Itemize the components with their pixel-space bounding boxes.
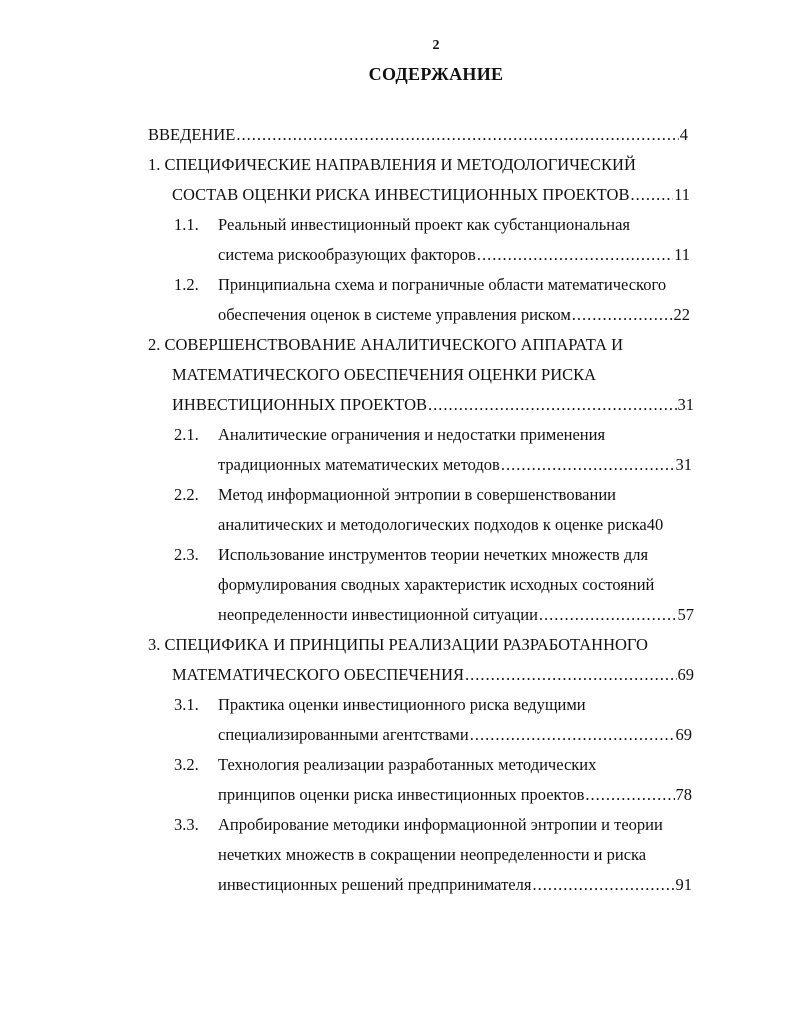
toc-section-title: аналитических и методологических подходов к оценке риска (218, 515, 647, 534)
toc-page-number: 11 (674, 185, 690, 204)
toc-section-title: Практика оценки инвестиционного риска ведущими (218, 695, 586, 714)
toc-chapter-2-line-1 (148, 334, 623, 356)
toc-section-title: Апробирование методики информационной энтропии и теории (218, 815, 663, 834)
leader-dots (428, 394, 676, 416)
toc-page-number: 22 (673, 305, 690, 324)
toc-section-2-2-line-1 (218, 484, 616, 506)
toc-section-number: 1.2. (174, 275, 199, 294)
toc-section-title: Использование инструментов теории нечетких множеств для (218, 545, 649, 564)
toc-section-3-2-line-2 (218, 784, 692, 806)
leader-dots (465, 664, 676, 686)
toc-section-3-3-line-1 (218, 814, 663, 836)
leader-dots (532, 874, 674, 896)
toc-section-title: система рискообразующих факторов (218, 245, 476, 264)
toc-section-title: Технология реализации разработанных методических (218, 755, 597, 774)
toc-chapter-1-line-1 (148, 154, 636, 176)
toc-section-2-3-line-2 (218, 574, 654, 596)
toc-section-1-1-line-2 (218, 244, 690, 266)
toc-section-title: Принципиальна схема и пограничные области математического (218, 275, 667, 294)
page-number: 2 (432, 38, 440, 53)
leader-dots (501, 454, 675, 476)
toc-chapter-3-line-2 (172, 664, 694, 686)
toc-section-2-1-line-1 (218, 424, 605, 446)
toc-chapter-title: МАТЕМАТИЧЕСКОГО ОБЕСПЕЧЕНИЯ (172, 665, 465, 684)
toc-section-title: Метод информационной энтропии в совершенствовании (218, 485, 616, 504)
toc-page-number: 11 (674, 245, 690, 264)
toc-section-2-1-line-2 (218, 454, 692, 476)
toc-section-title: инвестиционных решений предпринимателя (218, 875, 532, 894)
toc-chapter-1-line-2 (172, 184, 690, 206)
toc-section-title: обеспечения оценок в системе управления риском (218, 305, 571, 324)
toc-page-number: 31 (675, 455, 692, 474)
page-title: СОДЕРЖАНИЕ (368, 64, 504, 84)
toc-chapter-2-line-2 (172, 364, 596, 386)
leader-dots (630, 184, 673, 206)
toc-section-3-2-line-1 (218, 754, 596, 776)
toc-section-number: 1.1. (174, 215, 199, 234)
toc-section-1-1-line-1 (218, 214, 630, 236)
toc-page-number: 78 (675, 785, 692, 804)
toc-section-number: 2.3. (174, 545, 199, 564)
toc-section-2-3-line-3 (218, 604, 694, 626)
toc-section-number: 2.1. (174, 425, 199, 444)
toc-chapter-title: 1. СПЕЦИФИЧЕСКИЕ НАПРАВЛЕНИЯ И МЕТОДОЛОГИЧЕСКИЙ (148, 155, 636, 174)
leader-dots (470, 724, 675, 746)
table-of-contents (0, 118, 792, 918)
toc-section-number: 2.2. (174, 485, 199, 504)
toc-page-number: 69 (677, 665, 694, 684)
toc-page-number: 91 (675, 875, 692, 894)
toc-section-1-2-line-1 (218, 274, 666, 296)
toc-section-title: принципов оценки риска инвестиционных проектов (218, 785, 585, 804)
toc-page-number: 31 (677, 395, 694, 414)
toc-page-number: 4 (679, 125, 688, 144)
toc-section-title: Реальный инвестиционный проект как субстанциональная (218, 215, 631, 234)
toc-section-number: 3.1. (174, 695, 199, 714)
toc-section-2-3-line-1 (218, 544, 648, 566)
toc-chapter-title: 2. СОВЕРШЕНСТВОВАНИЕ АНАЛИТИЧЕСКОГО АППАРАТА И (148, 335, 623, 354)
toc-chapter-3-line-1 (148, 634, 648, 656)
toc-section-title: формулирования сводных характеристик исходных состояний (218, 575, 655, 594)
toc-page-number: 69 (675, 725, 692, 744)
leader-dots (572, 304, 673, 326)
toc-section-number: 3.2. (174, 755, 199, 774)
toc-section-3-1-line-1 (218, 694, 586, 716)
toc-entry-title: ВВЕДЕНИЕ (148, 125, 236, 144)
toc-section-3-1-line-2 (218, 724, 692, 746)
toc-section-title: неопределенности инвестиционной ситуации (218, 605, 538, 624)
toc-section-1-2-line-2 (218, 304, 690, 326)
toc-section-number: 3.3. (174, 815, 199, 834)
toc-entry-intro (148, 124, 688, 146)
toc-chapter-title: СОСТАВ ОЦЕНКИ РИСКА ИНВЕСТИЦИОННЫХ ПРОЕКТОВ (172, 185, 630, 204)
toc-section-3-3-line-2 (218, 844, 646, 866)
toc-chapter-title: ИНВЕСТИЦИОННЫХ ПРОЕКТОВ (172, 395, 428, 414)
toc-section-title: специализированными агентствами (218, 725, 469, 744)
toc-page-number: 40 (646, 515, 664, 534)
toc-section-2-2-line-2 (218, 514, 696, 536)
toc-chapter-2-line-3 (172, 394, 694, 416)
toc-section-title: Аналитические ограничения и недостатки применения (218, 425, 606, 444)
leader-dots (477, 244, 673, 266)
toc-section-title: нечетких множеств в сокращении неопределенности и риска (218, 845, 647, 864)
leader-dots (539, 604, 677, 626)
toc-section-title: традиционных математических методов (218, 455, 500, 474)
toc-page-number: 57 (677, 605, 694, 624)
toc-chapter-title: 3. СПЕЦИФИКА И ПРИНЦИПЫ РЕАЛИЗАЦИИ РАЗРАБОТАННОГО (148, 635, 648, 654)
leader-dots (236, 124, 678, 146)
toc-chapter-title: МАТЕМАТИЧЕСКОГО ОБЕСПЕЧЕНИЯ ОЦЕНКИ РИСКА (172, 365, 597, 384)
toc-section-3-3-line-3 (218, 874, 692, 896)
leader-dots (585, 784, 674, 806)
